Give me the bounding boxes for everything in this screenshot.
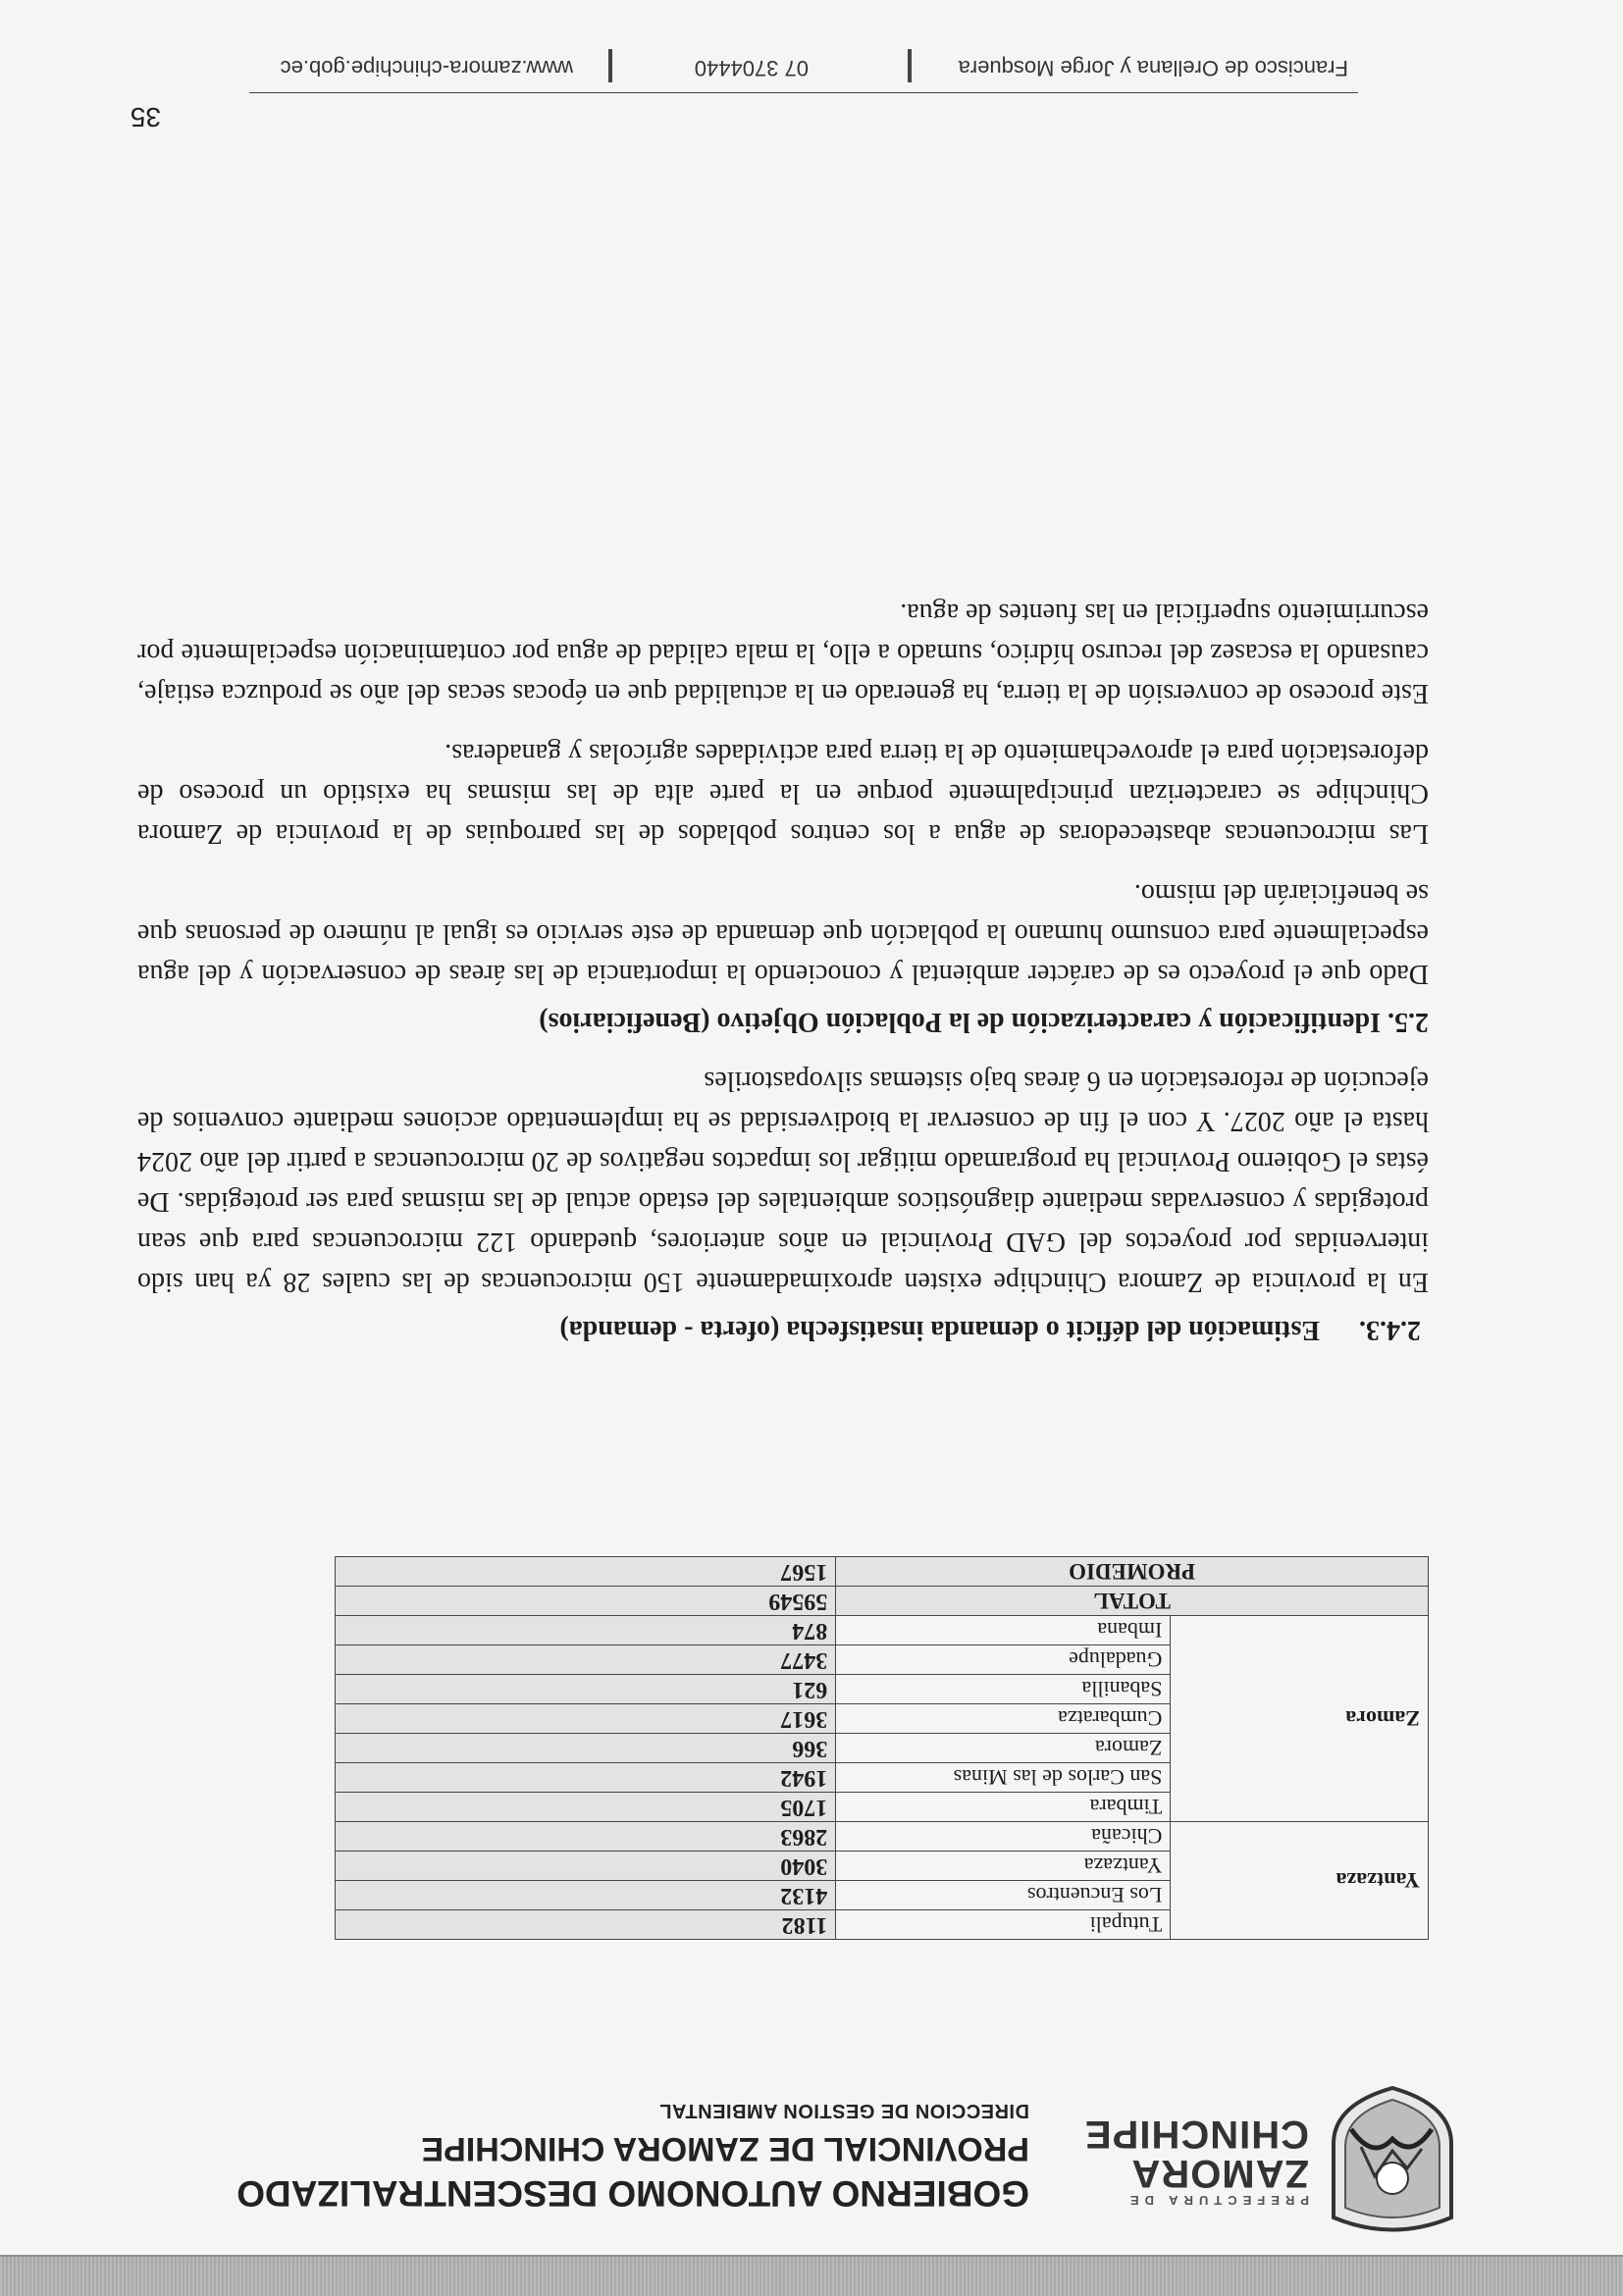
section-2-4-3-paragraph: En la provincia de Zamora Chinchipe existen aproximadamente 150 microcuencas de las cuales 28 ya han sido intervenidas por proyectos del GAD Provincial en años anteriores, quedando 122 microcuencas para que sean protegidas y conservadas mediante diagnósticos ambientales del estado actual de las mismas para ser protegidas. De éstas el Gobierno Provincial ha programado mitigar los impactos negativos de 20 microcuencas a partir del año 2024 hasta el año 2027. Y con el fin de conservar la biodiversidad se ha implementado acciones mediante convenios de ejecución de reforestación en 6 áreas bajo sistemas silvopastoriles (137, 1066, 1429, 1297)
total-label: TOTAL (836, 1587, 1429, 1616)
parish-cell: Los Encuentros (836, 1881, 1171, 1910)
section-2-5-heading: 2.5. Identificación y caracterización de la Población Objetivo (Beneficiarios) (539, 1007, 1429, 1037)
footer-authors: Francisco de Orellana y Jorge Mosquera (958, 56, 1348, 80)
org-name-line-2: PROVINCIAL DE ZAMORA CHINCHIPE (421, 2130, 1029, 2167)
total-row (336, 1587, 1429, 1616)
value-cell: 874 (336, 1616, 836, 1645)
prefecture-logo-icon (1324, 2085, 1461, 2237)
parish-cell: Sabanilla (836, 1675, 1171, 1704)
footer-separator (908, 49, 912, 82)
section-2-5-paragraph-3: Este proceso de conversión de la tierra, ha generado en la actualidad que en épocas secas del año se produzca estiaje, causando la escasez del recurso hídrico, sumado a ello, la mala calidad de agua por contaminación especialmente por escurrimiento superficial en las fuentes de agua. (137, 598, 1429, 708)
section-2-4-3-number: 2.4.3. (1359, 1315, 1421, 1345)
brand-block (1054, 2114, 1309, 2208)
footer-website: www.zamora-chinchipe.gob.ec (280, 56, 573, 80)
page-footer (249, 41, 1358, 93)
value-cell: 366 (336, 1734, 836, 1763)
page-number: 35 (130, 102, 161, 132)
value-cell: 1705 (336, 1793, 836, 1822)
value-cell: 621 (336, 1675, 836, 1704)
value-cell: 1942 (336, 1763, 836, 1793)
organization-block (146, 2094, 1029, 2216)
total-value: 59549 (336, 1587, 836, 1616)
value-cell: 1182 (336, 1910, 836, 1940)
body-content (137, 573, 1429, 1349)
brand-small: PREFECTURA DE (1124, 2193, 1309, 2208)
canton-cell: Yantzaza (1171, 1822, 1429, 1940)
parish-cell: Tutupali (836, 1910, 1171, 1940)
department-name: DIRECCION DE GESTION AMBIENTAL (658, 2100, 1029, 2121)
parish-cell: Yantzaza (836, 1852, 1171, 1881)
footer-separator (608, 49, 612, 82)
table-row (336, 1910, 1429, 1940)
value-cell: 3617 (336, 1704, 836, 1734)
scan-edge-bar (0, 2255, 1623, 2296)
section-2-4-3-title: Estimación del déficit o demanda insatisfecha (oferta - demanda) (559, 1315, 1320, 1345)
org-name-line-1: GOBIERNO AUTONOMO DESCENTRALIZADO (236, 2173, 1029, 2214)
brand-line-2: CHINCHIPE (1083, 2113, 1309, 2156)
value-cell: 4132 (336, 1881, 836, 1910)
value-cell: 2863 (336, 1822, 836, 1852)
parish-cell: Zamora (836, 1734, 1171, 1763)
letterhead (146, 2065, 1461, 2237)
average-row (336, 1557, 1429, 1587)
section-2-4-3-heading (137, 1310, 1429, 1349)
parish-cell: Guadalupe (836, 1645, 1171, 1675)
section-2-5-paragraph-1: Dado que el proyecto es de carácter ambiental y conociendo la importancia de las áreas de conservación y del agua especialmente para consumo humano la población que demanda de este servicio es igual al número de personas que se beneficiarán del mismo. (137, 878, 1429, 989)
brand-line-1: ZAMORA (1130, 2152, 1309, 2195)
footer-phone: 07 3704440 (694, 56, 809, 80)
parish-cell: San Carlos de las Minas (836, 1763, 1171, 1793)
beneficiaries-table (335, 1556, 1429, 1940)
parish-cell: Imbana (836, 1616, 1171, 1645)
parish-cell: Cumbaratza (836, 1704, 1171, 1734)
average-label: PROMEDIO (836, 1557, 1429, 1587)
parish-cell: Timbara (836, 1793, 1171, 1822)
value-cell: 3040 (336, 1852, 836, 1881)
average-value: 1567 (336, 1557, 836, 1587)
section-2-5-paragraph-2: Las microcuencas abastecedoras de agua a los centros poblados de las parroquias de la provincia de Zamora Chinchipe se caracterizan principalmente porque en la parte alta de las mismas ha existido un proceso de deforestación para el aprovechamiento de la tierra para actividades agrícolas y ganaderas. (137, 738, 1429, 849)
parish-cell: Chicaña (836, 1822, 1171, 1852)
value-cell: 3477 (336, 1645, 836, 1675)
table-row (336, 1793, 1429, 1822)
canton-cell: Zamora (1171, 1616, 1429, 1822)
